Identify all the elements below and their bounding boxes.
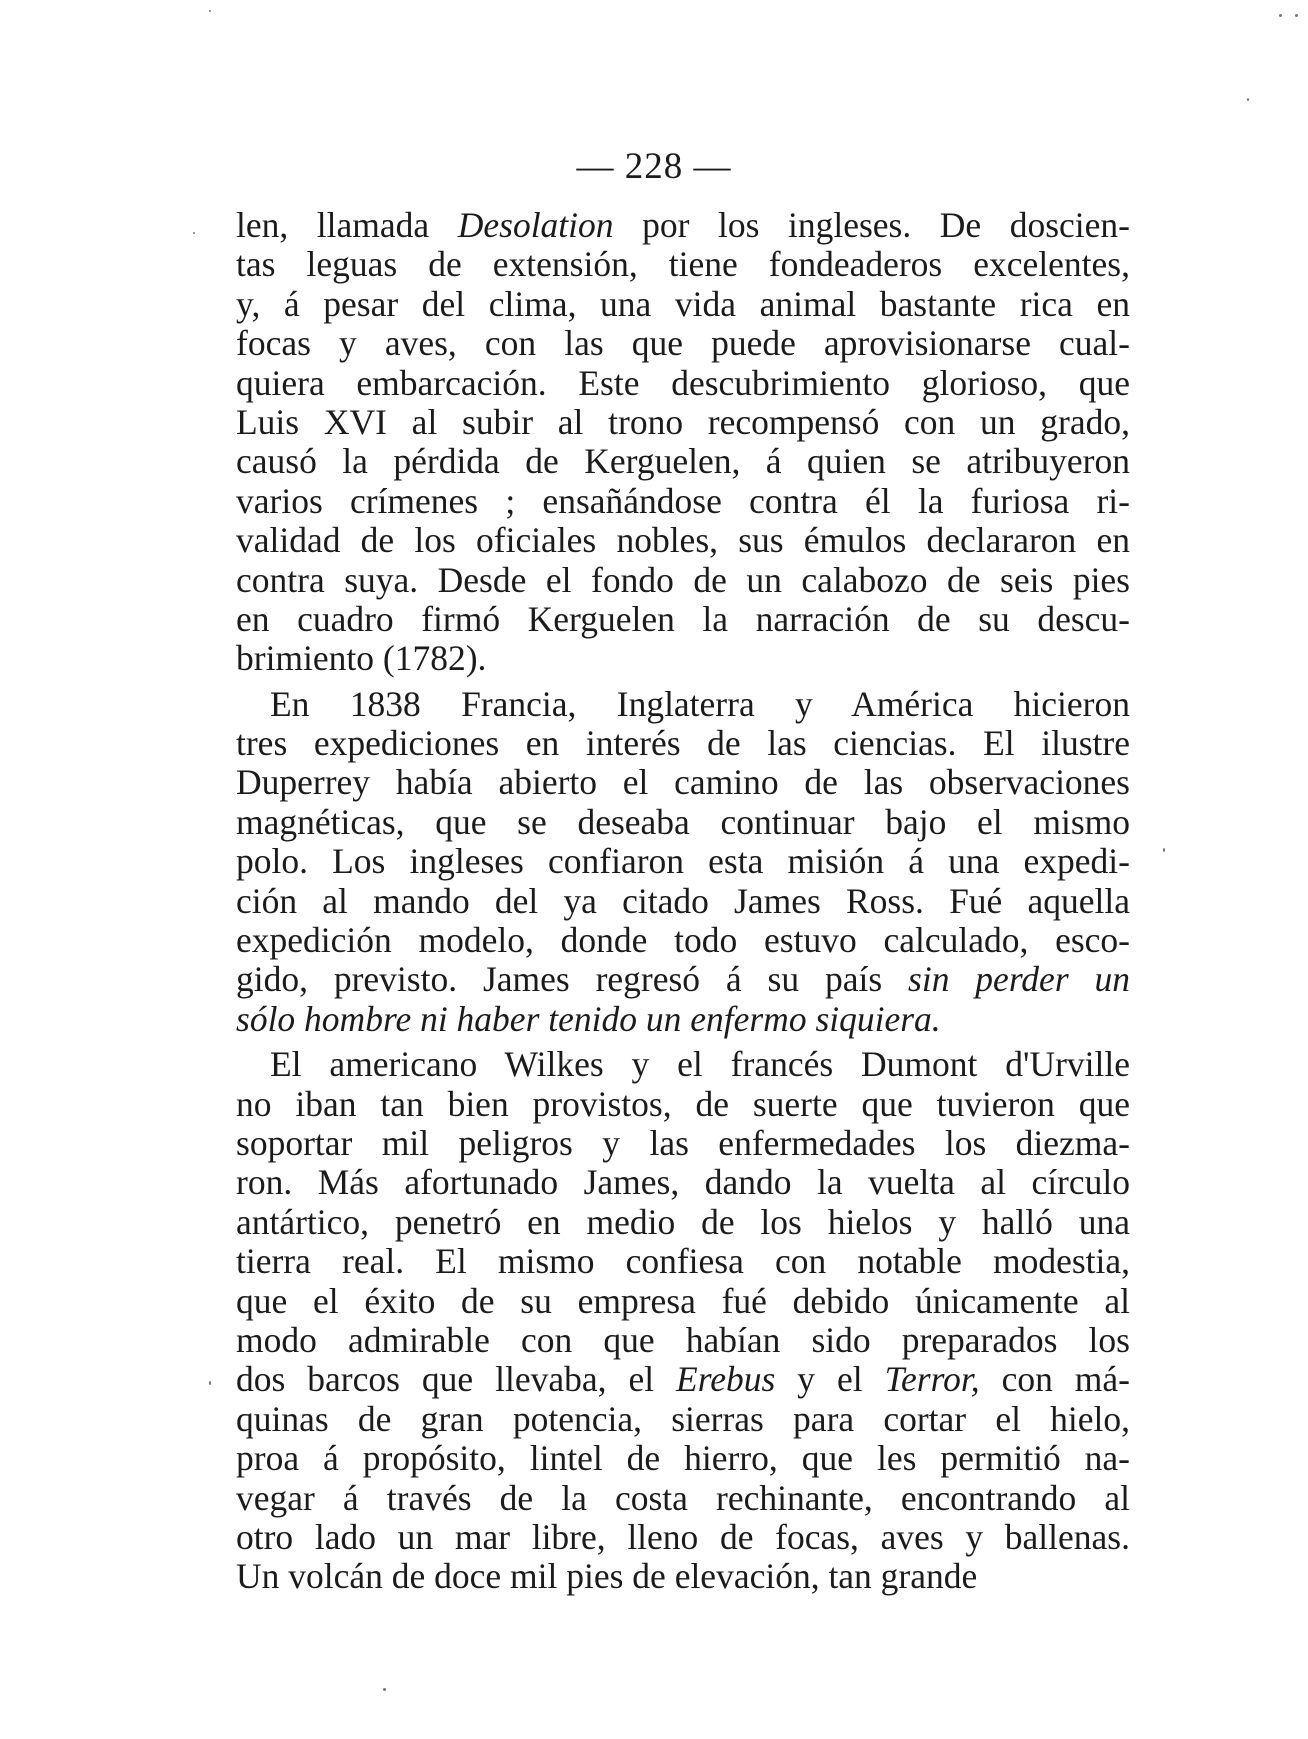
text-run: ron. Más afortunado James, dando la vuelta al círculo (236, 1163, 1130, 1203)
text-line (236, 1124, 1130, 1163)
text-line (236, 482, 1130, 521)
text-line (236, 1203, 1130, 1242)
text-run: Luis XVI al subir al trono recompensó con un grado, (236, 402, 1130, 442)
paragraph (236, 1045, 1130, 1596)
text-run: tierra real. El mismo confiesa con notable modestia, (236, 1242, 1130, 1282)
italic-text: sin perder un (908, 960, 1130, 1000)
italic-text: Desolation (457, 206, 614, 245)
text-run: soportar mil peligros y las enfermedades los diezma- (236, 1123, 1130, 1163)
scan-speck (1279, 14, 1282, 17)
scan-speck (193, 232, 195, 234)
scan-speck (383, 1688, 386, 1691)
text-line (236, 1163, 1130, 1202)
text-run: len, llamada (236, 206, 458, 245)
text-run: antártico, penetró en medio de los hielos y halló una (236, 1202, 1130, 1242)
body-text (236, 206, 1130, 1597)
text-line (236, 245, 1130, 284)
text-run: por los ingleses. De doscien- (613, 206, 1130, 245)
text-run: El americano Wilkes y el francés Dumont d'Urville (270, 1045, 1130, 1085)
text-run: otro lado un mar libre, lleno de focas, aves y ballenas. (236, 1517, 1130, 1557)
text-run: proa á propósito, lintel de hierro, que les permitió na- (236, 1439, 1130, 1479)
italic-text: Terror, (884, 1360, 980, 1400)
scan-speck (209, 10, 211, 12)
text-line (236, 561, 1130, 600)
text-run: y el (775, 1360, 885, 1400)
text-line (236, 1400, 1130, 1439)
text-line (236, 206, 1130, 245)
text-run: modo admirable con que habían sido preparados los (236, 1320, 1130, 1360)
text-line (236, 1518, 1130, 1557)
scan-speck (1295, 14, 1298, 17)
text-run: gido, previsto. James regresó á su país (236, 960, 909, 1000)
text-run: magnéticas, que se deseaba continuar bajo el mismo (236, 802, 1130, 842)
text-line (236, 521, 1130, 560)
text-run: polo. Los ingleses confiaron esta misión á una expedi- (236, 842, 1130, 882)
text-run: ción al mando del ya citado James Ross. Fué aquella (236, 881, 1130, 921)
text-line (236, 442, 1130, 481)
text-line (236, 1321, 1130, 1360)
text-line (236, 364, 1130, 403)
page-number: — 228 — (576, 146, 732, 187)
text-line (236, 285, 1130, 324)
text-run: varios crímenes ; ensañándose contra él la furiosa ri- (236, 481, 1130, 521)
paragraph (236, 206, 1130, 679)
text-line (236, 724, 1130, 763)
text-run: no iban tan bien provistos, de suerte que tuvieron que (236, 1084, 1130, 1124)
text-run: tres expediciones en interés de las ciencias. El ilustre (236, 724, 1130, 764)
text-line (236, 403, 1130, 442)
text-run: vegar á través de la costa rechinante, encontrando al (236, 1478, 1130, 1518)
text-run: Duperrey había abierto el camino de las observaciones (236, 763, 1130, 803)
text-run: validad de los oficiales nobles, sus émulos declararon en (236, 521, 1130, 561)
text-line (236, 1000, 1130, 1039)
text-run: En 1838 Francia, Inglaterra y América hicieron (270, 684, 1130, 724)
text-line (236, 1360, 1130, 1399)
text-run: brimiento (1782). (236, 639, 487, 679)
italic-text: sólo hombre ni haber tenido un enfermo siquiera. (236, 999, 941, 1039)
text-line (236, 960, 1130, 999)
scan-speck (1163, 848, 1165, 852)
text-line (236, 1439, 1130, 1478)
text-line (236, 763, 1130, 802)
text-line (236, 600, 1130, 639)
text-line (236, 882, 1130, 921)
text-line (236, 1557, 1130, 1596)
scan-speck (1247, 98, 1249, 101)
scan-speck (209, 1381, 211, 1385)
text-line (236, 1045, 1130, 1084)
text-line (236, 1282, 1130, 1321)
text-line (236, 685, 1130, 724)
text-line (236, 1479, 1130, 1518)
text-line (236, 1085, 1130, 1124)
text-run: y, á pesar del clima, una vida animal bastante rica en (236, 284, 1130, 324)
text-line (236, 324, 1130, 363)
text-run: quiera embarcación. Este descubrimiento glorioso, que (236, 363, 1130, 403)
text-run: focas y aves, con las que puede aprovisionarse cual- (236, 324, 1130, 364)
text-line (236, 842, 1130, 881)
text-line (236, 803, 1130, 842)
text-line (236, 639, 1130, 678)
text-run: Un volcán de doce mil pies de elevación, tan grande (236, 1557, 978, 1597)
paragraph (236, 685, 1130, 1040)
text-run: expedición modelo, donde todo estuvo calculado, esco- (236, 921, 1130, 961)
text-line (236, 921, 1130, 960)
text-run: causó la pérdida de Kerguelen, á quien se atribuyeron (236, 442, 1130, 482)
text-run: en cuadro firmó Kerguelen la narración de su descu- (236, 599, 1130, 639)
text-run: dos barcos que llevaba, el (236, 1360, 677, 1400)
text-line (236, 1242, 1130, 1281)
text-run: que el éxito de su empresa fué debido únicamente al (236, 1281, 1130, 1321)
text-run: quinas de gran potencia, sierras para cortar el hielo, (236, 1399, 1130, 1439)
italic-text: Erebus (676, 1360, 776, 1400)
text-run: tas leguas de extensión, tiene fondeaderos excelentes, (236, 245, 1130, 285)
text-run: contra suya. Desde el fondo de un calabozo de seis pies (236, 560, 1130, 600)
text-run: con má- (979, 1360, 1130, 1400)
